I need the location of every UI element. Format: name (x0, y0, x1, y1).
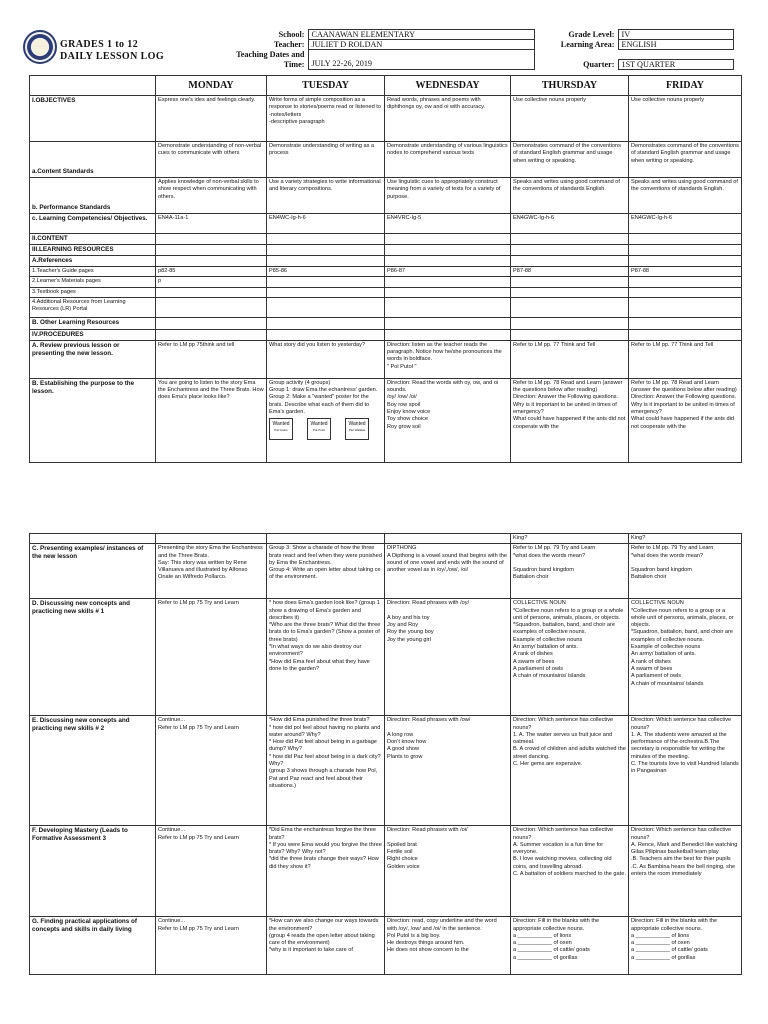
section-references-label: A.References (30, 256, 156, 267)
cell-monday: EN4A-11a-1 (156, 214, 267, 234)
cell-friday: Direction: Which sentence has collective nouns? 1. A. The students were amazed at the performance of the orchestra.B.The secretary is responsible for writing the minutes of the meeting. C. The tourists love to visit Hundred Islands in Pangasinan (629, 716, 742, 826)
cell-tuesday: *How did Ema punished the three brats? * how did pol feel about having no plants and water around? Why? * How did Pat feel about being in a garbage dump? Why? * how did Paz feel about being in a dark city? Why? (group 3 shows through a charade how Pol, Pat and Paz react and feel about their situations.) (267, 716, 385, 826)
cell-wednesday: Read words, phrases and poems with diphthongs oy, ow and oi with accuracy. (385, 96, 511, 142)
wanted-name: Pal Gusto (274, 428, 288, 433)
cell-friday: Refer to LM pp. 79 Try and Learn *what does the words mean? Squadron band kingdom Battalion choir (629, 544, 742, 599)
header-info-table (208, 29, 734, 70)
section-other-resources-label: B. Other Learning Resources (30, 317, 156, 329)
cell-tuesday (267, 378, 385, 462)
school-value: CAANAWAN ELEMENTARY (308, 30, 534, 40)
cell-thursday: COLLECTIVE NOUN *Collective noun refers to a group or a whole unit of persons, animals, places, or objects. *Squadron, battalion, band, and choir are examples of collective nouns. Example of collective nouns An army/ battalion of ants. A rank of dishes A swarm of bees A parliament of owls A chain of mountains/ islands (511, 599, 629, 716)
cell-tuesday: Demonstrate understanding of writing as a process (267, 142, 385, 178)
wanted-title: Wanted (272, 421, 290, 428)
section-procedures-label: IV.PROCEDURES (30, 329, 156, 340)
row-competencies (30, 214, 742, 234)
grade-level-value: IV (618, 30, 733, 40)
cell-monday: Demonstrate understanding of non-verbal cues to communicate with others (156, 142, 267, 178)
row-continued (30, 534, 742, 544)
row-label: C. Presenting examples/ instances of the new lesson (30, 544, 156, 599)
cell-tuesday: P85-86 (267, 267, 385, 277)
dates-value: JULY 22-26, 2019 (308, 59, 534, 69)
cell-friday: COLLECTIVE NOUN *Collective noun refers to a group or a whole unit of persons, animals, places, or objects. *Squadron, battalion, band, and choir are examples of collective nouns. Example of collective nouns An army/ battalion of ants. A rank of dishes A swarm of bees A parliament of owls A chain of mountains/ islands (629, 599, 742, 716)
cell-friday: P87-88 (629, 267, 742, 277)
row-label: A. Review previous lesson or presenting the new lesson. (30, 340, 156, 378)
cell-tuesday: *How can we also change our ways towards the environment? (group 4 reads the open letter about taking care of the environment) *why is it important to take care of (267, 917, 385, 975)
cell-thursday: Refer to LM pp. 78 Read and Learn (answer the questions below after reading) Direction: Answer the Following questions. Why is it important to be united in times of emergency? What could have happened if the ants did not cooperate with the (511, 378, 629, 462)
row-content (30, 234, 742, 245)
row-additional-resources (30, 297, 742, 317)
wanted-poster (345, 418, 369, 440)
cell-thursday: Demonstrates command of the conventions of standard English grammar and usage when writing or speaking. (511, 142, 629, 178)
row-label: c. Learning Competencies/ Objectives. (30, 214, 156, 234)
cell-friday: Refer to LM pp. 78 Read and Learn (answer the questions below after reading) Direction: Answer the Following questions. Why is it important to be united in times of emergency? What could have happened if the ants did not cooperate with the (629, 378, 742, 462)
cell-wednesday: DIPTHONG A Dipthong is a vowel sound that begins with the sound of one vowel and ends with the sound of another vowel as in /oy/,/ow/, /oi/ (385, 544, 511, 599)
row-discussing-2 (30, 716, 742, 826)
cell-friday: Use collective nouns properly (629, 96, 742, 142)
day-header-friday: FRIDAY (629, 76, 742, 96)
cell-wednesday: P86-87 (385, 267, 511, 277)
wanted-name: Paz Walalas (348, 428, 366, 433)
cell-friday: Demonstrates command of the conventions of standard English grammar and usage when writing or speaking. (629, 142, 742, 178)
cell-monday: Continue... Refer to LM pp 75 Try and Learn (156, 826, 267, 917)
row-label: a.Content Standards (30, 142, 156, 178)
row-label: B. Establishing the purpose to the lesson. (30, 378, 156, 462)
row-performance-standards (30, 178, 742, 214)
cell-monday: Express one's ides and feelings clearly. (156, 96, 267, 142)
cell-monday: p (156, 277, 267, 287)
grade-level-label: Grade Level: (568, 30, 615, 39)
cell-friday: Direction: Fill in the blanks with the appropriate collective nouns. a ___________ of lions a ___________ of oxen a ___________ of cattle/ goats a ___________ of gorillas (629, 917, 742, 975)
learning-area-value: ENGLISH (618, 40, 733, 50)
cell-thursday: Refer to LM pp. 77 Think and Tell (511, 340, 629, 378)
row-label: I.OBJECTIVES (30, 96, 156, 142)
row-procedures (30, 329, 742, 340)
cell-wednesday: Direction: read, copy underline and the word with /oy/, /ow/ and /oi/ in the sentence. Pol Putol is a big boy. He destroys things around him. He does not show concern to the (385, 917, 511, 975)
row-review (30, 340, 742, 378)
cell-friday: King? (629, 534, 742, 544)
teacher-value: JULIET D ROLDAN (308, 40, 534, 50)
cell-thursday: Use collective nouns properly (511, 96, 629, 142)
row-label: G. Finding practical applications of concepts and skills in daily living (30, 917, 156, 975)
section-resources-label: III.LEARNING RESOURCES (30, 245, 156, 256)
day-header-wednesday: WEDNESDAY (385, 76, 511, 96)
cell-wednesday: EN4VRC-Ig-5 (385, 214, 511, 234)
school-label: School: (278, 30, 305, 39)
cell-thursday: P87-88 (511, 267, 629, 277)
cell-monday: p82-85 (156, 267, 267, 277)
dates-label-line1: Teaching Dates and (236, 49, 305, 59)
cell-tuesday: EN4WC-Ig-h-6 (267, 214, 385, 234)
wanted-posters (269, 418, 382, 440)
section-content-label: II.CONTENT (30, 234, 156, 245)
dates-label (208, 50, 308, 60)
row-applications (30, 917, 742, 975)
cell-tuesday: Group 3: Show a charade of how the three brats react and feel when they were punished by Ema the Enchantress. Group 4: Write an open letter about taking ce of the environment. (267, 544, 385, 599)
cell-tuesday-text: Group activity (4 groups) Group 1: draw Ema the echantress' garden. Group 2: Make a "wanted" poster for the brats. Describe what each of them did to Ema's garden. (269, 379, 378, 416)
form-title (60, 39, 164, 63)
cell-wednesday: Direction: Read phrases with /oi/ Spoiled brat Fertile soil Right choice Golden voice (385, 826, 511, 917)
cell-thursday: Speaks and writes using good command of the conventions of standards English. (511, 178, 629, 214)
row-label: E. Discussing new concepts and practicing new skills # 2 (30, 716, 156, 826)
row-mastery (30, 826, 742, 917)
teacher-label: Teacher: (273, 40, 305, 49)
row-label: b. Performance Standards (30, 178, 156, 214)
wanted-name: Pol Putol (312, 428, 325, 433)
cell-wednesday: Direction: Read the words with oy, ow, and oi sounds. /oy/ /ow/ /oi/ Boy row spoil Enjoy know voice Toy show choice Roy grow soil (385, 378, 511, 462)
cell-friday: Refer to LM pp. 77 Think and Tell (629, 340, 742, 378)
cell-monday: Applies knowledge of non-verbal skills to show respect when communicating with others. (156, 178, 267, 214)
cell-thursday: Direction: Fill in the blanks with the appropriate collective nouns. a ___________ of lions a ___________ of oxen a ___________ of cattle/ goats a ___________ of gorillas (511, 917, 629, 975)
cell-thursday: Refer to LM pp. 79 Try and Learn *what does the words mean? Squadron band kingdom Battalion choir (511, 544, 629, 599)
row-presenting (30, 544, 742, 599)
row-learners-materials (30, 277, 742, 287)
cell-thursday: Direction: Which sentence has collective nouns? A. Summer vocation is a fun time for everyone. B. I love watching movies, collecting old coins, and travelling abroad. C. A battalion of soldiers marched to the gate. (511, 826, 629, 917)
lesson-log-table-page2 (29, 533, 742, 975)
cell-friday: Direction: Which sentence has collective nouns? A. Rence, Mark and Benedict like watching Gilas Pilipinas basketball team play .B. Teachers aim the best for thier pupils .C. As Bambina hears the bell ringing, she enters the room immediately (629, 826, 742, 917)
deped-seal-logo (23, 30, 57, 64)
cell-tuesday: * how does Ema's garden look like? (group 1 show a drawing of Ema's garden and describes it) *Who are the three brats? What did the three brats do to Ema's garden? (Show a poster of three brats) *In what ways do we also destroy our environment? *How did Ema feel about what they have done to the garden? (267, 599, 385, 716)
row-teachers-guide (30, 267, 742, 277)
wanted-poster (307, 418, 331, 440)
quarter-label: Quarter: (583, 59, 615, 69)
cell-monday: Presenting the story Ema the Enchantress and the Three Brats. Say: This story was written by Rene Villanueva and illustrated by Alfonso Onate an Wilfredo Pollarco. (156, 544, 267, 599)
row-label: F. Developing Mastery (Leads to Formative Assessment 3 (30, 826, 156, 917)
row-label: D. Discussing new concepts and practicing new skills # 1 (30, 599, 156, 716)
wanted-title: Wanted (348, 421, 366, 428)
cell-thursday: King? (511, 534, 629, 544)
cell-wednesday: Use linguistic cues to appropriately construct meaning from a variety of texts for a variety of purpose. (385, 178, 511, 214)
form-title-line2: DAILY LESSON LOG (60, 51, 165, 62)
cell-monday: You are going to listen to the story Ema the Enchantress and the Three Brats. How does Ema's place looks like? (156, 378, 267, 462)
cell-wednesday: Demonstrate understanding of various linguistics nodes to comprehend various texts (385, 142, 511, 178)
day-header-monday: MONDAY (156, 76, 267, 96)
row-discussing-1 (30, 599, 742, 716)
row-label: 3.Textbook pages (30, 287, 156, 297)
cell-tuesday: Use a variety strategies to write informational and literary compositions. (267, 178, 385, 214)
row-label: 1.Teacher's Guide pages (30, 267, 156, 277)
cell-thursday: Direction: Which sentence has collective nouns? 1. A. The waiter serves us fruit juice and oatmeal. B. A crowd of children and adults watched the street dancing. C. Her gems are expensive. (511, 716, 629, 826)
cell-monday: Refer to LM pp 75 Try and Learn (156, 599, 267, 716)
cell-monday: Continue... Refer to LM pp 75 Try and Learn (156, 716, 267, 826)
row-objectives (30, 96, 742, 142)
row-label: 4.Additional Resources from Learning Resources (LR) Portal (30, 297, 156, 317)
row-content-standards (30, 142, 742, 178)
cell-wednesday: Direction: listen as the teacher reads the paragraph. Notice how he/she pronounces the words in boldface. " Pol Putol " (385, 340, 511, 378)
cell-tuesday: Write forms of simple composition as a response to stories/poems read or listened to -notes/letters -descriptive paragraph (267, 96, 385, 142)
cell-monday: Continue... Refer to LM pp 75 Try and Learn (156, 917, 267, 975)
cell-wednesday: Direction: Read phrases with /oy/ A boy and his toy Joy and Roy Roy the young boy Joy the young girl (385, 599, 511, 716)
row-references (30, 256, 742, 267)
cell-friday: Speaks and writes using good command of the conventions of standards English. (629, 178, 742, 214)
row-label: 2.Learner's Materials pages (30, 277, 156, 287)
wanted-title: Wanted (310, 421, 328, 428)
cell-monday: Refer to LM pp 75think and tell (156, 340, 267, 378)
cell-thursday: EN4GWC-Ig-h-6 (511, 214, 629, 234)
cell-friday: EN4GWC-Ig-h-6 (629, 214, 742, 234)
row-other-resources (30, 317, 742, 329)
row-purpose (30, 378, 742, 462)
day-header-thursday: THURSDAY (511, 76, 629, 96)
row-learning-resources (30, 245, 742, 256)
quarter-value: 1ST QUARTER (618, 59, 733, 69)
time-label: Time: (283, 59, 305, 69)
wanted-poster (269, 418, 293, 440)
day-header-tuesday: TUESDAY (267, 76, 385, 96)
row-textbook (30, 287, 742, 297)
cell-tuesday: What story did you listen to yesterday? (267, 340, 385, 378)
form-title-line1: GRADES 1 to 12 (60, 39, 139, 50)
learning-area-label: Learning Area: (560, 40, 615, 49)
cell-wednesday: Direction: Read phrases with /ow/ A long row Don't know how A good show Plants to grow (385, 716, 511, 826)
cell-tuesday: *Did Ema the enchantress forgive the three brats? * If you were Ema would you forgive the three brats? Why? Why not? *did the three brats change their ways? How did they show it? (267, 826, 385, 917)
lesson-log-table-page1 (29, 75, 742, 463)
